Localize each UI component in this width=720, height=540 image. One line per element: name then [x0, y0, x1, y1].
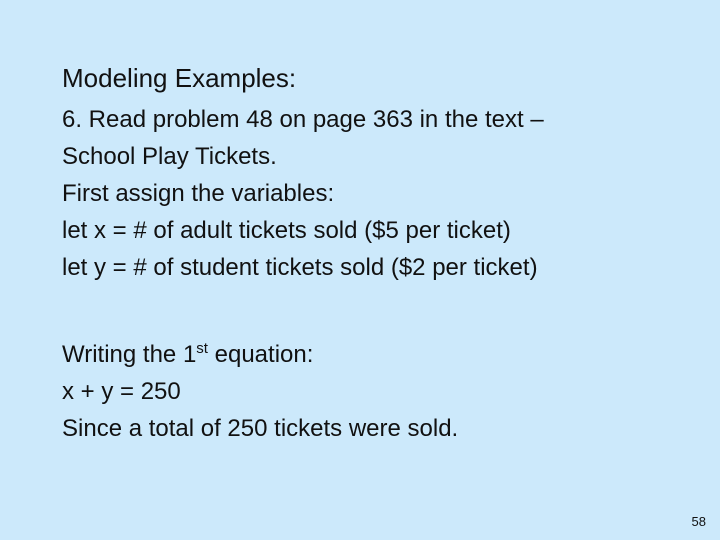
problem-title-line: School Play Tickets.: [62, 143, 277, 170]
problem-line: 6. Read problem 48 on page 363 in the text –: [62, 106, 544, 133]
equation-block: [62, 336, 682, 447]
equation-heading-text: Writing the 1: [62, 341, 197, 368]
equation-heading-line: [62, 336, 682, 373]
variable-y-definition: let y = # of student tickets sold ($2 per ticket): [62, 254, 538, 281]
variable-x-definition: let x = # of adult tickets sold ($5 per ticket): [62, 217, 511, 244]
equation-line: x + y = 250: [62, 378, 181, 405]
explanation-line: Since a total of 250 tickets were sold.: [62, 415, 459, 442]
equation-heading-tail: equation:: [207, 341, 314, 368]
assign-variables-line: First assign the variables:: [62, 180, 335, 207]
page-number: 58: [691, 514, 706, 529]
ordinal-suffix: st: [196, 340, 208, 357]
problem-setup-block: [62, 101, 682, 286]
slide-heading: Modeling Examples:: [62, 63, 297, 93]
